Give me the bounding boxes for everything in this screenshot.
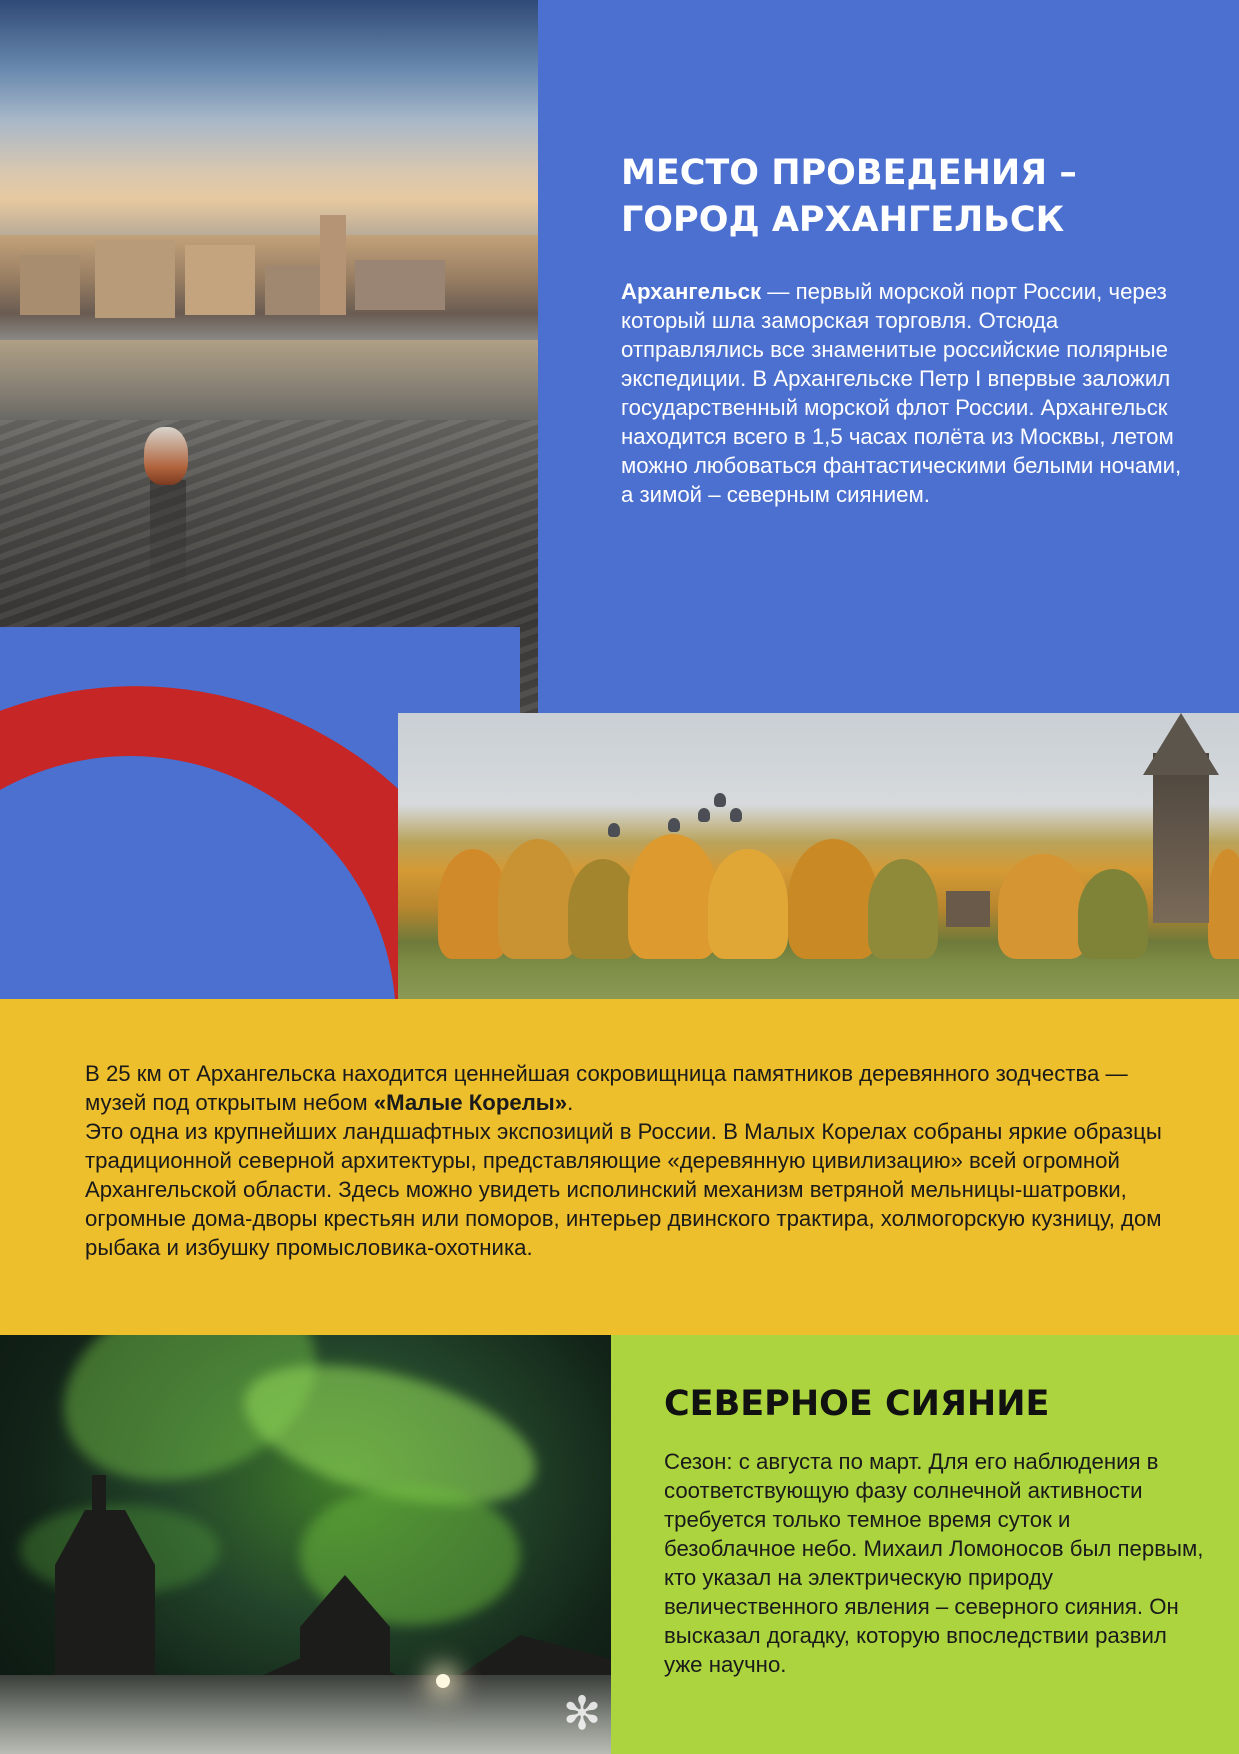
boat-icon <box>144 427 188 485</box>
venue-title-line2: ГОРОД АРХАНГЕЛЬСК <box>621 200 1065 240</box>
wooden-bell-tower <box>1153 753 1209 923</box>
museum-text-body: Это одна из крупнейших ландшафтных экспозиций в России. В Малых Корелах собраны яркие образцы традиционной северной архитектуры, представляющие «деревянную цивилизацию» всей огромной Архангельской области. Здесь можно увидеть исполинский механизм ветряной мельницы-шатровки, огромные дома-дворы крестьян или поморов, интерьер двинского трактира, холмогорскую кузницу, дом рыбака и избушку промысловика-охотника. <box>85 1119 1162 1260</box>
malye-korely-photo <box>398 713 1239 999</box>
snow-ground <box>0 1675 611 1754</box>
snowflake-logo-icon: ✻ <box>562 1686 602 1740</box>
aurora-title: СЕВЕРНОЕ СИЯНИЕ <box>664 1384 1050 1424</box>
venue-title-line1: МЕСТО ПРОВЕДЕНИЯ – <box>621 153 1077 193</box>
wooden-hut <box>946 891 990 927</box>
museum-text-intro: В 25 км от Архангельска находится ценнейшая сокровищница памятников деревянного зодчества — музей под открытым небом <box>85 1061 1128 1115</box>
venue-description-text: — первый морской порт России, через который шла заморская торговля. Отсюда отправлялись все знаменитые российские полярные экспедиции. В Архангельске Петр I впервые заложил государственный морской флот России. Архангельск находится всего в 1,5 часах полёта из Москвы, летом можно любоваться фантастическими белыми ночами, а зимой – северным сиянием. <box>621 279 1182 507</box>
church-spire <box>92 1475 106 1520</box>
tower-roof <box>1143 713 1219 775</box>
water-reflection <box>0 340 538 420</box>
northern-lights-photo <box>0 1335 611 1754</box>
arkhangelsk-port-photo <box>0 0 538 713</box>
boat-wake <box>150 480 186 600</box>
museum-description <box>85 1059 1195 1262</box>
museum-text-dot: . <box>567 1090 574 1115</box>
museum-name: «Малые Корелы» <box>373 1090 568 1115</box>
city-skyline <box>0 235 538 340</box>
venue-description <box>621 277 1191 509</box>
venue-title <box>621 150 1181 244</box>
venue-city-name: Архангельск <box>621 279 762 304</box>
aurora-description: Сезон: с августа по март. Для его наблюдения в соответствующую фазу солнечной активности требуется только темное время суток и безоблачное небо. Михаил Ломоносов был первым, кто указал на электрическую природу величественного явления – северного сияния. Он высказал догадку, которую впоследствии развил уже научно. <box>664 1449 1204 1677</box>
lamp-light <box>436 1674 450 1688</box>
